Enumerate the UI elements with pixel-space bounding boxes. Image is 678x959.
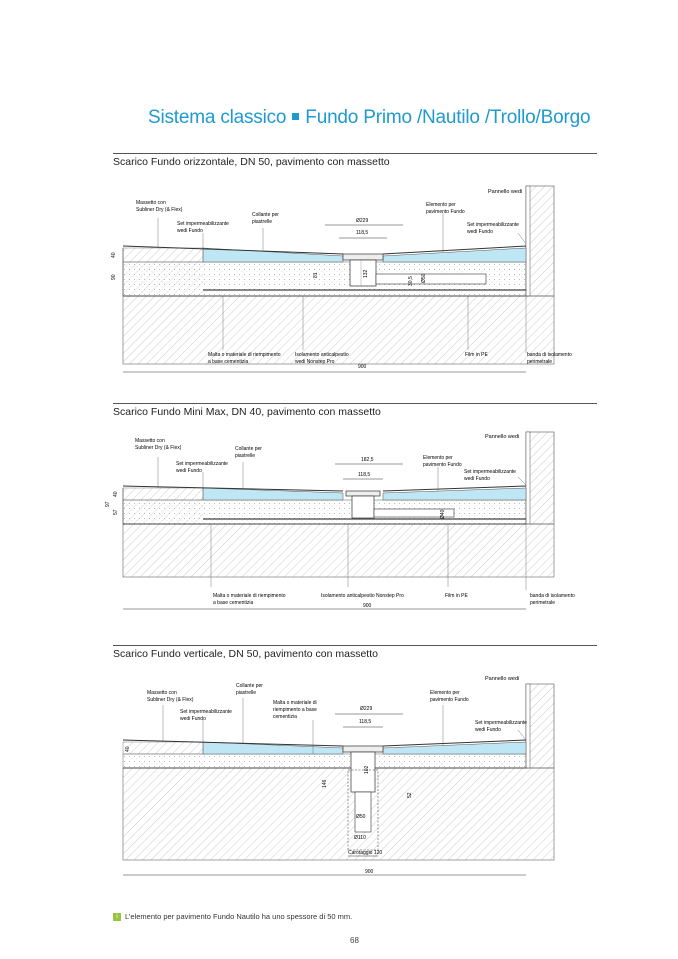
drain-body	[351, 752, 375, 792]
section-2-title: Scarico Fundo Mini Max, DN 40, pavimento con massetto	[113, 406, 381, 418]
drain-body	[352, 496, 374, 518]
label-collante-2: piastrelle	[235, 453, 256, 459]
dim-40: 40	[111, 252, 117, 258]
label-pannello: Pannello wedi	[488, 189, 523, 195]
label-elemento-2: pavimento Fundo	[430, 697, 469, 703]
title-separator-icon	[292, 113, 299, 120]
label-pannello: Pannello wedi	[485, 676, 520, 682]
concrete-slab	[123, 768, 554, 860]
label-pannello: Pannello wedi	[485, 434, 520, 440]
dim-132: 132	[363, 269, 369, 278]
label-banda-1: banda di isolamento	[530, 593, 575, 599]
label-massetto: Massetto con	[136, 200, 166, 206]
dim-229: Ø229	[360, 706, 373, 712]
label-malta-1: Malta o materiale di riempimento	[213, 593, 286, 599]
dim-900: 900	[365, 869, 374, 875]
label-elemento-1: Elemento per	[423, 455, 453, 461]
concrete-slab	[123, 524, 554, 577]
section-3-drawing	[103, 670, 603, 885]
label-set-imp-right-1: Set impermeabilizzante	[475, 720, 527, 726]
dim-305: 30,5	[408, 276, 414, 286]
dim-90: 90	[111, 274, 117, 280]
dim-900: 900	[363, 603, 372, 609]
label-malta-2: a base cementizia	[208, 359, 249, 365]
dim-50: Ø50	[356, 814, 366, 820]
dim-40b: Ø40	[440, 509, 446, 519]
label-malta-1: Malta o materiale di	[273, 700, 317, 706]
label-massetto-1: Massetto con	[147, 690, 177, 696]
label-malta-3: cementizia	[273, 714, 297, 720]
label-isolamento-1: Isolamento anticalpestio	[295, 352, 349, 358]
footnote	[113, 912, 352, 921]
info-marker-icon: i	[113, 913, 121, 921]
label-collante-2: piastrelle	[252, 219, 273, 225]
dim-900: 900	[358, 364, 367, 370]
label-set-imp-left-2: wedi Fundo	[176, 468, 202, 474]
massetto-hatch	[123, 262, 203, 296]
label-set-imp-right-2: wedi Fundo	[467, 229, 493, 235]
label-elemento-1: Elemento per	[430, 690, 460, 696]
dim-81: 81	[313, 272, 319, 278]
label-isolamento: Isolamento anticalpestio Nonstep Pro	[321, 593, 404, 599]
page-title	[148, 107, 590, 129]
wall-board	[526, 186, 530, 296]
section-3-title: Scarico Fundo verticale, DN 50, pavimento con massetto	[113, 648, 378, 660]
label-carotaggio: Carotaggio 120	[348, 850, 383, 856]
label-collante-1: Collante per	[235, 446, 262, 452]
label-film: Film in PE	[445, 593, 468, 599]
label-set-imp-left-2: wedi Fundo	[177, 228, 203, 234]
label-malta-2: a base cementizia	[213, 600, 254, 606]
label-film: Film in PE	[465, 352, 488, 358]
dim-146: 146	[322, 779, 328, 788]
dim-118: 118,5	[359, 719, 372, 725]
section-1-drawing	[103, 178, 603, 378]
label-set-imp-right-1: Set impermeabilizzante	[467, 222, 519, 228]
dim-52: 52	[407, 792, 413, 798]
drain-pipe	[355, 792, 371, 832]
label-elemento-2: pavimento Fundo	[426, 209, 465, 215]
label-set-imp-right-1: Set impermeabilizzante	[464, 469, 516, 475]
label-banda-1: banda di isolamento	[527, 352, 572, 358]
label-subliner: Subliner Dry (& Flex)	[136, 207, 183, 213]
label-subliner: Subliner Dry (& Flex)	[135, 445, 182, 451]
dim-118: 118,5	[356, 230, 369, 236]
dim-110: Ø110	[354, 835, 366, 841]
screed-layer	[123, 754, 526, 768]
section-2-drawing	[103, 427, 603, 617]
label-elemento-1: Elemento per	[426, 202, 456, 208]
label-malta-1: Malta o materiale di riempimento	[208, 352, 281, 358]
label-malta-2: riempimento a base	[273, 707, 317, 713]
dim-50: Ø50	[421, 273, 427, 283]
drain-grate	[343, 254, 383, 260]
section-2-rule	[113, 403, 597, 404]
label-set-imp-left-1: Set impermeabilizzante	[180, 709, 232, 715]
dim-102: 102	[364, 765, 370, 774]
dim-40: 40	[125, 746, 131, 752]
label-massetto: Massetto con	[135, 438, 165, 444]
dim-57: 57	[113, 509, 119, 515]
label-set-imp-right-2: wedi Fundo	[475, 727, 501, 733]
dim-40: 40	[113, 491, 119, 497]
drain-pipe	[376, 274, 486, 284]
section-1-title: Scarico Fundo orizzontale, DN 50, pavimento con massetto	[113, 156, 390, 168]
section-3-rule	[113, 645, 597, 646]
label-collante-1: Collante per	[236, 683, 263, 689]
drain-grate	[346, 491, 380, 496]
label-set-imp-right-2: wedi Fundo	[464, 476, 490, 482]
page-number: 68	[350, 936, 359, 945]
label-collante-1: Collante per	[252, 212, 279, 218]
label-set-imp-left-2: wedi Fundo	[180, 716, 206, 722]
footnote-text: L’elemento per pavimento Fundo Nautilo ha uno spessore di 50 mm.	[125, 912, 353, 921]
drain-grate	[343, 746, 383, 752]
label-collante-2: piastrelle	[236, 690, 257, 696]
floor-element-right	[383, 742, 526, 754]
section-1-rule	[113, 153, 597, 154]
label-banda-2: perimetrale	[527, 359, 553, 365]
dim-97: 97	[105, 501, 111, 507]
dim-229: Ø229	[356, 218, 369, 224]
label-set-imp-left-1: Set impermeabilizzante	[176, 461, 228, 467]
label-set-imp-left-1: Set impermeabilizzante	[177, 221, 229, 227]
title-part-2: Fundo Primo /Nautilo /Trollo/Borgo	[305, 107, 591, 128]
title-part-1: Sistema classico	[148, 107, 287, 128]
dim-118: 118,5	[358, 472, 371, 478]
label-isolamento-2: wedi Nonstep Pro	[295, 359, 335, 365]
label-banda-2: perimetrale	[530, 600, 556, 606]
dim-182: 182,5	[361, 457, 374, 463]
label-elemento-2: pavimento Fundo	[423, 462, 462, 468]
label-massetto-2: Subliner Dry (& Flex)	[147, 697, 194, 703]
